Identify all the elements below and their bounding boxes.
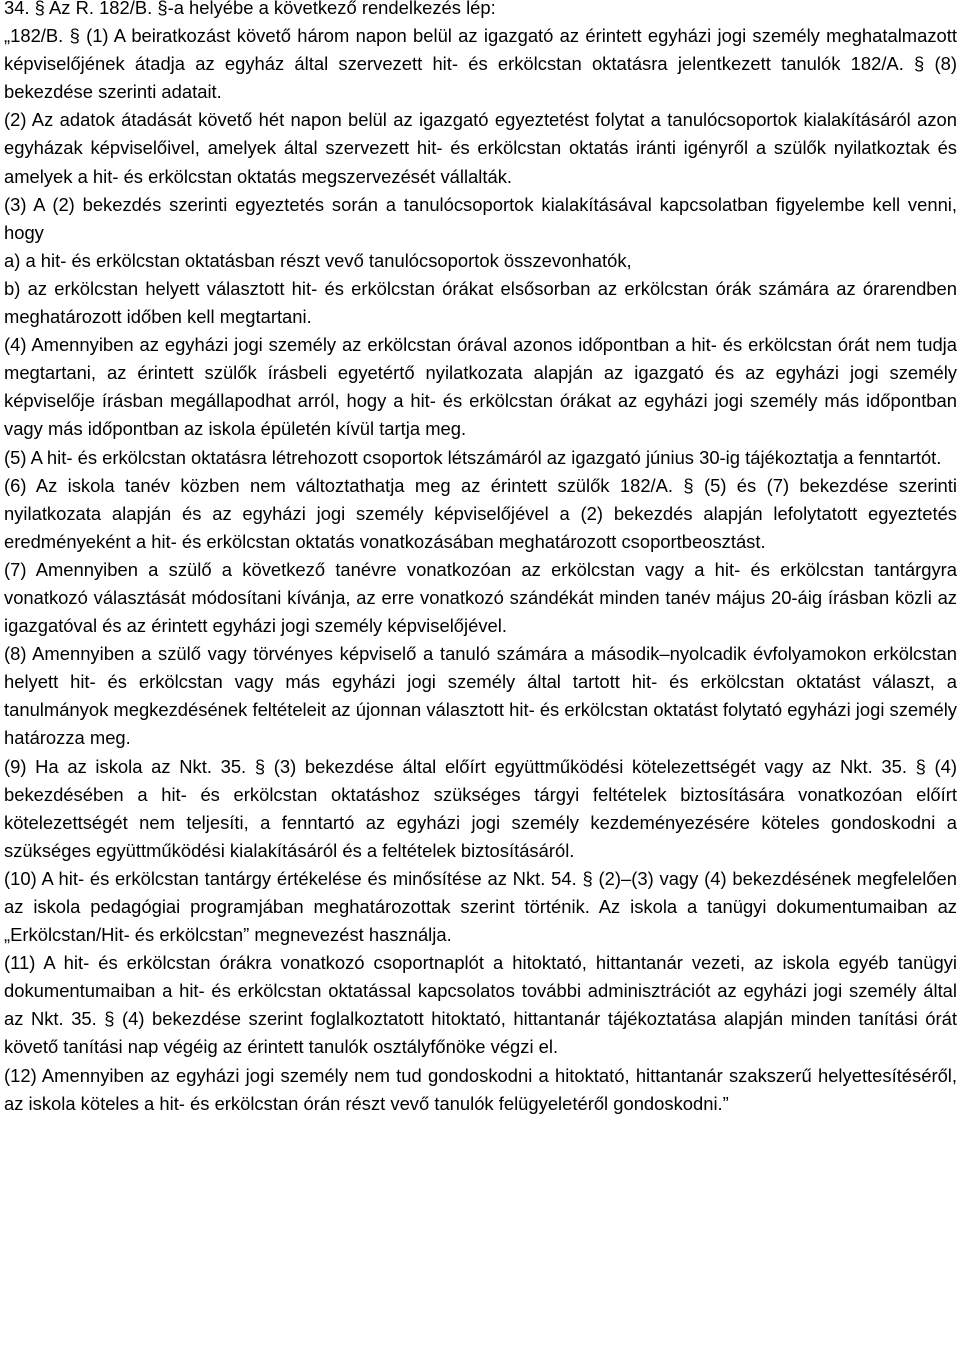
section-heading: 34. § Az R. 182/B. §-a helyébe a következő rendelkezés lép: [4, 0, 496, 18]
paragraph-1: „182/B. § (1) A beiratkozást követő három napon belül az igazgató az érintett egyházi jogi személy meghatalmazott képviselőjének átadja az egyház által szervezett hit- és erkölcstan oktatásra jelentkezett tanulók 182/A. § (8) bekezdése szerinti adatait. [4, 25, 957, 103]
paragraph-2: (2) Az adatok átadását követő hét napon belül az igazgató egyeztetést folytat a tanulócsoportok kialakításáról azon egyházak képviselőivel, amelyek által szervezett hit- és erkölcstan oktatás iránti igényről a szülők nyilatkoztak és amelyek a hit- és erkölcstan oktatás megszervezését vállalták. [4, 109, 957, 187]
paragraph-3a: a) a hit- és erkölcstan oktatásban részt vevő tanulócsoportok összevonhatók, [4, 249, 632, 271]
paragraph-3: (3) A (2) bekezdés szerinti egyeztetés során a tanulócsoportok kialakításával kapcsolatban figyelembe kell venni, hogy [4, 193, 957, 243]
paragraph-7: (7) Amennyiben a szülő a következő tanévre vonatkozóan az erkölcstan vagy a hit- és erkölcstan tantárgyra vonatkozó választását módosítani kívánja, az erre vonatkozó szándékát minden tanév május 20-áig írásban közli az igazgatóval és az érintett egyházi jogi személy képviselőjével. [4, 558, 957, 637]
paragraph-12: (12) Amennyiben az egyházi jogi személy nem tud gondoskodni a hitoktató, hittantanár szakszerű helyettesítéséről, az iskola köteles a hit- és erkölcstan órán részt vevő tanulók felügyeletéről gondoskodni.” [4, 1064, 957, 1114]
paragraph-5: (5) A hit- és erkölcstan oktatásra létrehozott csoportok létszámáról az igazgató június 30-ig tájékoztatja a fenntartót. [4, 446, 942, 468]
paragraph-6: (6) Az iskola tanév közben nem változtathatja meg az érintett szülők 182/A. § (5) és (7) bekezdése szerinti nyilatkozata alapján és az egyházi jogi személy képviselőjével a (2) bekezdés alapján lefolytatott egyeztetés eredményeként a hit- és erkölcstan oktatás vonatkozásában meghatározott csoportbeosztást. [4, 474, 957, 552]
paragraph-10: (10) A hit- és erkölcstan tantárgy értékelése és minősítése az Nkt. 54. § (2)–(3) vagy (4) bekezdésének megfelelően az iskola pedagógiai programjában meghatározottak szerint történik. Az iskola a tanügyi dokumentumaiban az „Erkölcstan/Hit- és erkölcstan” megnevezést használja. [4, 867, 957, 946]
paragraph-8: (8) Amennyiben a szülő vagy törvényes képviselő a tanuló számára a második–nyolcadik évfolyamokon erkölcstan helyett hit- és erkölcstan vagy más egyházi jogi személy által tartott hit- és erkölcstan oktatást választ, a tanulmányok megkezdésének feltételeit az újonnan választott hit- és erkölcstan oktatást folytató egyházi jogi személy határozza meg. [4, 643, 957, 749]
paragraph-9: (9) Ha az iskola az Nkt. 35. § (3) bekezdése által előírt együttműködési kötelezettségét vagy az Nkt. 35. § (4) bekezdésében a hit- és erkölcstan oktatáshoz szükséges tárgyi feltételek biztosítására vonatkozóan előírt kötelezettségét nem teljesíti, a fenntartó az egyházi jogi személy kezdeményezésére köteles gondoskodni a szükséges együttműködési kialakításáról és a feltételek biztosításáról. [4, 755, 957, 861]
paragraph-11: (11) A hit- és erkölcstan órákra vonatkozó csoportnaplót a hitoktató, hittantanár vezeti, az iskola egyéb tanügyi dokumentumaiban a hit- és erkölcstan oktatással kapcsolatos további adminisztrációt az egyházi jogi személy által az Nkt. 35. § (4) bekezdése szerint foglalkoztatott hitoktató, hittantanár tájékoztatása alapján minden tanítási órát követő tanítási nap végéig az érintett tanulók osztályfőnöke végzi el. [4, 952, 957, 1058]
paragraph-4: (4) Amennyiben az egyházi jogi személy az erkölcstan órával azonos időpontban a hit- és erkölcstan órát nem tudja megtartani, az érintett szülők írásbeli egyetértő nyilatkozata alapján az igazgató és az egyházi jogi személy képviselője írásban megállapodhat arról, hogy a hit- és erkölcstan órákat az egyházi jogi személy más időpontban vagy más időpontban az iskola épületén kívül tartja meg. [4, 334, 957, 440]
paragraph-3b: b) az erkölcstan helyett választott hit- és erkölcstan órákat elsősorban az erkölcstan órák számára az órarendben meghatározott időben kell megtartani. [4, 277, 957, 328]
